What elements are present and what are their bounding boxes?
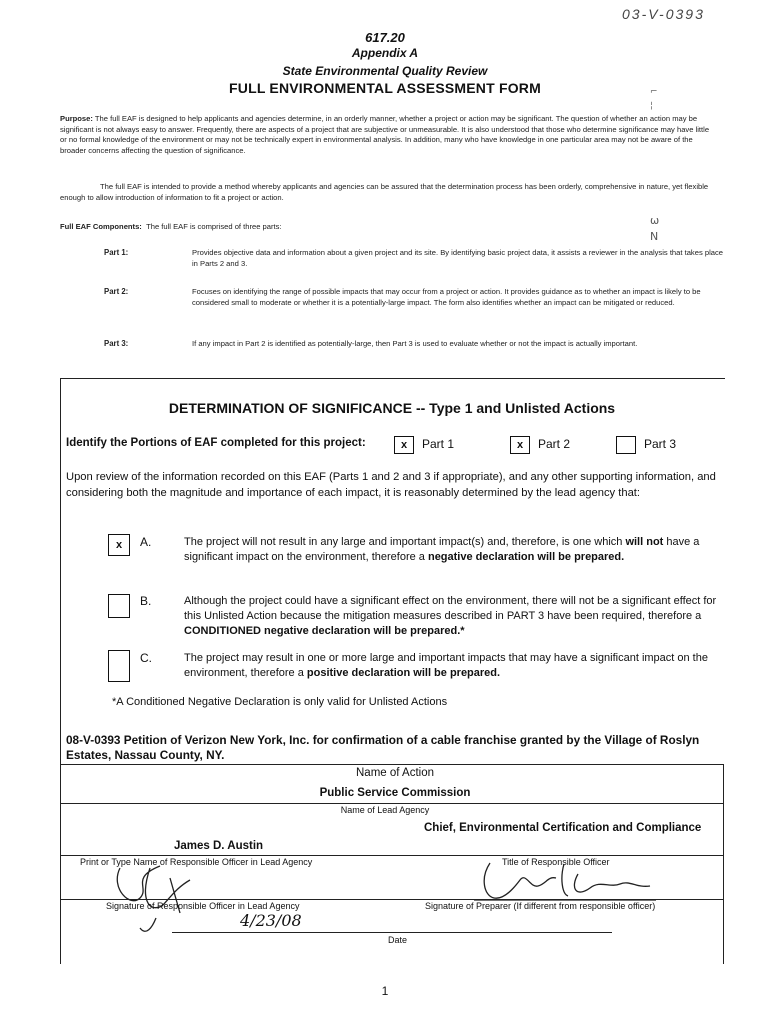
handwritten-stamp: 03-V-0393	[622, 6, 705, 22]
components-line	[60, 222, 710, 233]
purpose-paragraph-2	[60, 182, 710, 203]
date-underline	[172, 932, 612, 933]
agency-underline	[60, 803, 724, 804]
review-paragraph: Upon review of the information recorded on this EAF (Parts 1 and 2 and 3 if appropriate), and any other supporting information, and considering both the magnitude and importance of each impact, it is reasonably determined by the lead agency that:	[66, 471, 716, 499]
appendix-label: Appendix A	[351, 46, 419, 60]
date-value: 4/23/08	[240, 911, 302, 930]
option-c-checkbox[interactable]	[108, 650, 130, 682]
purpose-paragraph	[60, 114, 710, 156]
option-b-text	[184, 594, 724, 639]
part2-label: Part 2:	[104, 287, 129, 296]
review-subtitle: State Environmental Quality Review	[282, 64, 488, 78]
part3-checkbox-label: Part 3	[644, 437, 677, 451]
option-c-letter: C.	[140, 651, 152, 665]
preparer-signature-caption: Signature of Preparer (If different from responsible officer)	[425, 901, 656, 911]
part2-text: Focuses on identifying the range of possible impacts that may occur from a project or action. It provides guidance as to whether an impact is likely to be considered small to moderate or whether it is a potentially-large impact. The form also identifies whether an impact can be mitigated or reduced.	[192, 287, 701, 307]
determination-title: DETERMINATION OF SIGNIFICANCE -- Type 1 and Unlisted Actions	[168, 400, 616, 416]
part1-text: Provides objective data and information about a given project and its site. By identifying basic project data, it assists a reviewer in the analysis that takes place in Parts 2 and 3.	[192, 248, 724, 268]
components-label: Full EAF Components:	[60, 222, 142, 231]
officer-signature-caption: Signature of Responsible Officer in Lead Agency	[106, 901, 300, 911]
option-a-checkbox[interactable]: x	[108, 534, 130, 556]
lead-agency-value: Public Service Commission	[319, 787, 471, 799]
section-number: 617.20	[365, 30, 405, 45]
option-b-text-1: Although the project could have a significant effect on the environment, there will not be a significant effect for this Unlisted Action because the mitigation measures described in PART 3 have been required, therefore a	[184, 595, 717, 622]
form-title: FULL ENVIRONMENTAL ASSESSMENT FORM	[229, 80, 541, 96]
option-b-bold: CONDITIONED negative declaration will be prepared.*	[184, 625, 465, 637]
part3-checkbox[interactable]	[616, 436, 636, 454]
name-title-underline	[60, 855, 724, 856]
part1-checkbox-label: Part 1	[422, 437, 455, 451]
option-a-text-2: have a significant impact on the environment, therefore a	[184, 536, 700, 563]
officer-name-value: James D. Austin	[174, 840, 264, 852]
option-b-letter: B.	[140, 594, 152, 608]
page-number: 1	[381, 984, 389, 998]
purpose-label: Purpose:	[60, 114, 93, 123]
svg-text:⌐: ⌐	[650, 87, 658, 97]
components-text: The full EAF is comprised of three parts:	[146, 222, 282, 231]
action-name-value: 08-V-0393 Petition of Verizon New York, Inc. for confirmation of a cable franchise granted by the Village of Roslyn Estates, Nassau County, NY.	[66, 733, 700, 762]
svg-text:N: N	[650, 230, 659, 243]
option-a-text-1: The project will not result in any large and important impact(s) and, therefore, is one which	[184, 536, 626, 548]
action-underline	[60, 764, 724, 765]
option-a-text	[184, 535, 724, 565]
signature-underline	[60, 899, 724, 900]
action-caption: Name of Action	[356, 767, 434, 779]
date-caption: Date	[388, 935, 408, 945]
conditioned-footnote: *A Conditioned Negative Declaration is only valid for Unlisted Actions	[112, 696, 448, 708]
option-a-bold-2: negative declaration will be prepared.	[427, 551, 625, 563]
part1-checkbox[interactable]: x	[394, 436, 414, 454]
option-c-bold: positive declaration will be prepared.	[306, 667, 501, 679]
part2-checkbox-label: Part 2	[538, 437, 571, 451]
option-c-text-1: The project may result in one or more large and important impacts that may have a significant impact on the environment, therefore a	[184, 652, 708, 679]
svg-text:¦: ¦	[650, 101, 654, 111]
officer-name-caption: Print or Type Name of Responsible Officer in Lead Agency	[80, 857, 313, 867]
officer-title-value: Chief, Environmental Certification and Compliance	[424, 822, 702, 834]
purpose-text-2: The full EAF is intended to provide a method whereby applicants and agencies can be assured that the determination process has been orderly, comprehensive in nature, yet flexible enough to allow introduction of information to fit a project or action.	[60, 182, 709, 202]
part2-checkbox[interactable]: x	[510, 436, 530, 454]
option-b-checkbox[interactable]	[108, 594, 130, 618]
option-a-bold-1: will not	[625, 536, 664, 548]
svg-text:ω: ω	[650, 214, 660, 227]
officer-title-caption: Title of Responsible Officer	[502, 857, 610, 867]
part1-label: Part 1:	[104, 248, 129, 257]
responsible-officer-signature	[100, 858, 220, 938]
part3-label: Part 3:	[104, 339, 129, 348]
option-c-text	[184, 651, 724, 681]
agency-caption: Name of Lead Agency	[340, 805, 430, 815]
purpose-text: The full EAF is designed to help applicants and agencies determine, in an orderly manner, whether a project or action may be significant. The question of whether an action may be significant is not always easy to answer. Frequently, there are aspects of a project that are subjective or unmeasurable. It is also understood that those who determine significance may have little or no formal knowledge of the environment or may not be technically expert in environmental analysis. In addition, many who have knowledge in one particular area may not be aware of the broader concerns affecting the question of significance.	[60, 114, 710, 155]
part3-text: If any impact in Part 2 is identified as potentially-large, then Part 3 is used to evaluate whether or not the impact is actually important.	[192, 339, 638, 348]
option-a-letter: A.	[140, 535, 152, 549]
identify-portions-label: Identify the Portions of EAF completed for this project:	[66, 437, 366, 449]
